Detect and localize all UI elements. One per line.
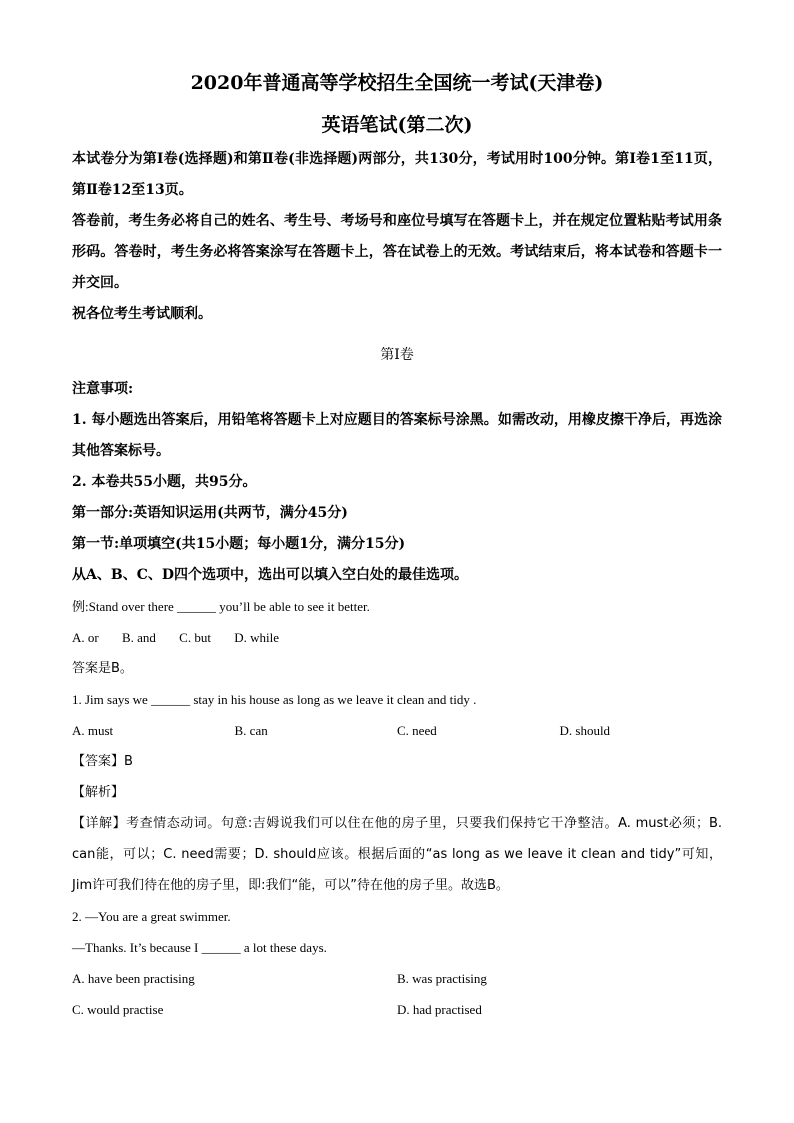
exam-title: 2020年普通高等学校招生全国统一考试(天津卷) <box>190 72 604 94</box>
q1-detail: 【详解】考查情态动词。句意:吉姆说我们可以住在他的房子里，只要我们保持它干净整洁。A. must必须；B. can能，可以；C. need需要；D. should应该。根据后面的“as long as we leave it clean and tidy”可知，Jim许可我们待在他的房子里，即:我们“能，可以”待在他的房子里。故选B。 <box>72 816 722 893</box>
q1-option-b: B. can <box>234 723 268 738</box>
intro-paragraph-3: 祝各位考生考试顺利。 <box>72 306 212 322</box>
q2-option-c: C. would practise <box>72 1002 164 1017</box>
question-1-options <box>72 715 722 746</box>
section-1-heading: 第一节:单项填空(共15小题；每小题1分，满分15分) <box>72 536 406 552</box>
question-2-line-2: —Thanks. It’s because I ______ a lot these days. <box>72 940 327 955</box>
part-1-heading: 第一部分:英语知识运用(共两节，满分45分) <box>72 505 348 521</box>
q2-option-d: D. had practised <box>397 1002 482 1017</box>
example-answer: 答案是B。 <box>72 661 133 676</box>
intro-paragraph-2: 答卷前，考生务必将自己的姓名、考生号、考场号和座位号填写在答题卡上，并在规定位置粘贴考试用条形码。答卷时，考生务必将答案涂写在答题卡上，答在试卷上的无效。考试结束后，将本试卷和答题卡一并交回。 <box>72 213 722 291</box>
notes-title: 注意事项: <box>72 381 134 397</box>
instruction: 从A、B、C、D四个选项中，选出可以填入空白处的最佳选项。 <box>72 567 468 583</box>
question-1: 1. Jim says we ______ stay in his house as long as we leave it clean and tidy . <box>72 692 477 707</box>
example-option-c: C. but <box>179 630 211 645</box>
example-question: 例:Stand over there ______ you’ll be able to see it better. <box>72 599 370 614</box>
example-option-b: B. and <box>121 630 156 645</box>
volume-heading: 第Ⅰ卷 <box>380 347 414 363</box>
q2-option-a: A. have been practising <box>72 971 195 986</box>
exam-subtitle: 英语笔试(第二次) <box>321 114 473 136</box>
q1-answer: 【答案】B <box>72 754 133 769</box>
question-2-options-row-2 <box>72 994 722 1025</box>
q1-option-a: A. must <box>72 723 114 738</box>
question-2-options-row-1 <box>72 963 722 994</box>
q1-option-c: C. need <box>397 723 437 738</box>
exam-page <box>72 62 722 1025</box>
example-options <box>72 622 722 653</box>
q1-option-d: D. should <box>559 723 611 738</box>
question-2-line-1: 2. —You are a great swimmer. <box>72 909 231 924</box>
intro-paragraph-1: 本试卷分为第Ⅰ卷(选择题)和第Ⅱ卷(非选择题)两部分，共130分，考试用时100分钟。第Ⅰ卷1至11页，第Ⅱ卷12至13页。 <box>72 151 722 198</box>
q1-analysis-tag: 【解析】 <box>72 785 125 800</box>
q2-option-b: B. was practising <box>397 971 487 986</box>
note-1: 1. 每小题选出答案后，用铅笔将答题卡上对应题目的答案标号涂黑。如需改动，用橡皮擦干净后，再选涂其他答案标号。 <box>72 412 722 459</box>
note-2: 2. 本卷共55小题，共95分。 <box>72 474 257 490</box>
example-option-d: D. while <box>234 630 279 645</box>
example-option-a: A. or <box>72 630 99 645</box>
